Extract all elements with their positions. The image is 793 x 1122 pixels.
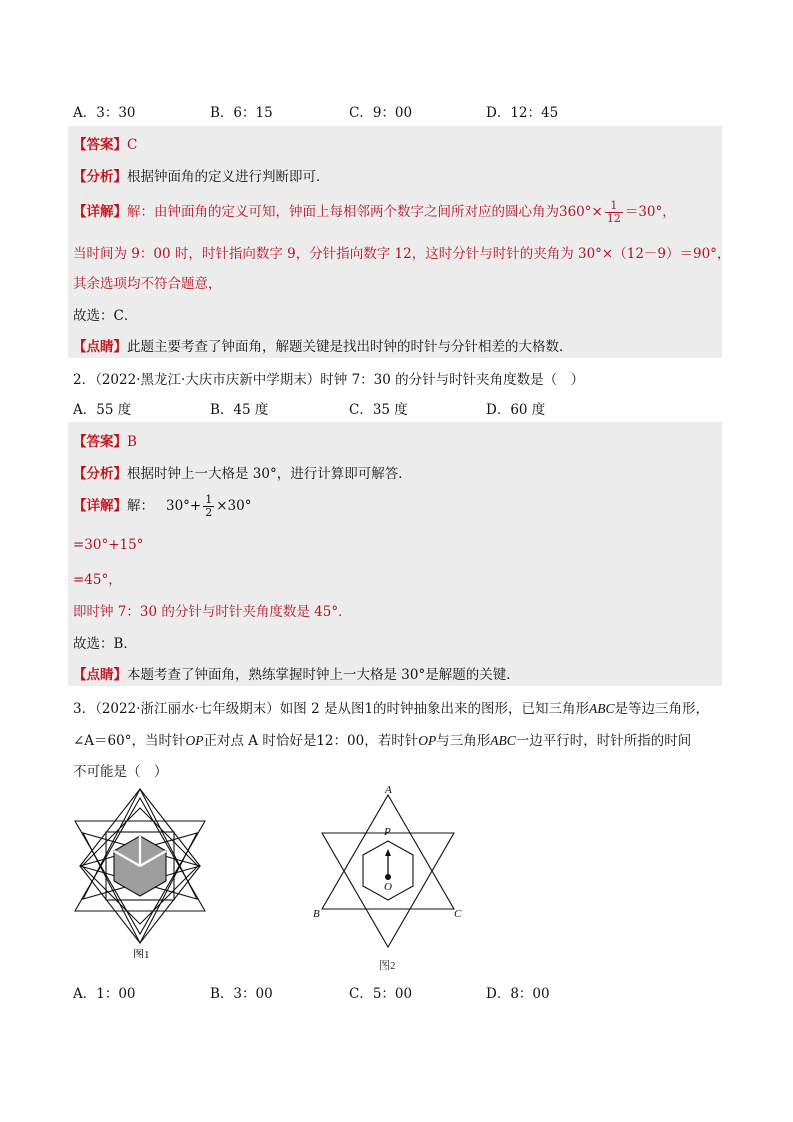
comment-tag: 【点睛】 [73,339,127,355]
q2-detail-text: 解： [127,498,154,514]
q1-fraction-num: 1 [605,200,623,213]
answer-tag: 【答案】 [73,137,127,153]
q3-stem-line1 [73,697,709,717]
q2-choose: 故选：B． [73,636,137,652]
q2-fraction [203,494,214,519]
q3-stem-text-f: 一边平行时，时针所指的时间 [515,733,692,749]
q2-option-a: A．55 度 [73,402,132,418]
q1-analysis-line [73,165,330,185]
q3-option-d: D．8：00 [486,986,550,1002]
fig2-arrow-icon [385,849,391,856]
q3-option-c: C．5：00 [349,986,413,1002]
q1-answer: C [127,137,138,153]
q1-choose: 故选：C． [73,308,138,324]
q1-option-d: D．12：45 [486,105,559,121]
figure-1-caption: 图1 [133,949,150,958]
figure-1-clock [70,788,210,958]
q1-comment-line [73,335,573,355]
fig2-label-c: C [454,908,462,920]
q3-stem-text-d: 正对点 A 时恰好是12：00，若时针 [203,733,419,749]
analysis-tag: 【分析】 [73,466,127,482]
q2-detail-expr-a: 30°+ [166,498,202,514]
q2-comment: 本题考查了钟面角，熟练掌握时钟上一大格是 30°是解题的关键． [127,667,520,683]
q3-stem-line3: 不可能是（ ） [73,764,168,780]
detail-tag: 【详解】 [73,204,127,220]
q3-stem-text-c: ∠A＝60°，当时针 [73,733,186,749]
q3-stem-text-b: 是等边三角形， [614,701,710,717]
q3-op: OP [185,733,204,748]
q2-comment-line [73,663,520,683]
q3-stem-text-a: 3．（2022·浙江丽水·七年级期末）如图 2 是从图1的时钟抽象出来的图形，已知三角形 [73,701,590,717]
q2-detail-expr-b: ×30° [216,498,252,514]
q1-option-a: A．3：30 [73,105,136,121]
q2-conclusion: 即时钟 7：30 的分针与时针夹角度数是 45°． [73,604,352,620]
fig2-label-o: O [384,881,392,893]
q2-answer-line [73,430,137,450]
q2-analysis-line [73,462,412,482]
fig2-label-a: A [385,784,392,796]
q1-option-b: B．6：15 [210,105,273,121]
detail-tag: 【详解】 [73,498,127,514]
q2-option-b: B．45 度 [210,402,269,418]
q2-step1: =30°+15° [73,537,144,553]
answer-tag: 【答案】 [73,434,127,450]
q1-detail-text: 解：由钟面角的定义可知，钟面上每相邻两个数字之间所对应的圆心角为 [127,204,559,220]
q2-fraction-num: 1 [205,493,213,506]
q3-abc: ABC [589,701,615,716]
q1-detail-line2: 当时间为 9：00 时，时针指向数字 9，分针指向数字 12，这时分针与时针的夹角为 30°×（12－9）＝90°， [73,246,731,262]
fig2-label-b: B [313,908,320,920]
q1-comment: 此题主要考查了钟面角，解题关键是找出时钟的时针与分针相差的大格数． [127,339,573,355]
analysis-tag: 【分析】 [73,169,127,185]
q3-option-a: A．1：00 [73,986,136,1002]
q2-fraction-den: 2 [205,506,213,519]
q2-answer: B [127,434,137,450]
comment-tag: 【点睛】 [73,667,127,683]
q3-op-2: OP [418,733,437,748]
figure-2-diagram [310,783,470,973]
q2-step2: =45°， [73,572,122,588]
fig2-label-p: P [384,826,391,838]
q1-detail-expr-b: ＝30°， [624,204,676,220]
q2-option-c: C．35 度 [349,402,408,418]
q2-analysis: 根据时钟上一大格是 30°，进行计算即可解答． [127,466,412,482]
q1-analysis: 根据钟面角的定义进行判断即可． [127,169,330,185]
q2-detail-line [73,494,252,519]
q1-fraction-den: 12 [606,212,621,225]
q2-option-d: D．60 度 [486,402,546,418]
q1-fraction [605,200,623,225]
q1-answer-line [73,133,137,153]
q3-abc-2: ABC [490,733,516,748]
q1-detail-line3: 其余选项均不符合题意， [73,276,222,292]
q3-option-b: B．3：00 [210,986,273,1002]
q1-detail-line [73,200,676,225]
q2-stem: 2．（2022·黑龙江·大庆市庆新中学期末）时钟 7：30 的分针与时针夹角度数是（ ） [73,372,585,388]
fig2-point-o [385,874,391,880]
figure-2-caption: 图2 [379,960,396,972]
q3-stem-text-e: 与三角形 [436,733,491,749]
q3-stem-line2 [73,729,691,749]
q1-option-c: C．9：00 [349,105,413,121]
q1-detail-expr-a: 360°× [559,204,603,220]
